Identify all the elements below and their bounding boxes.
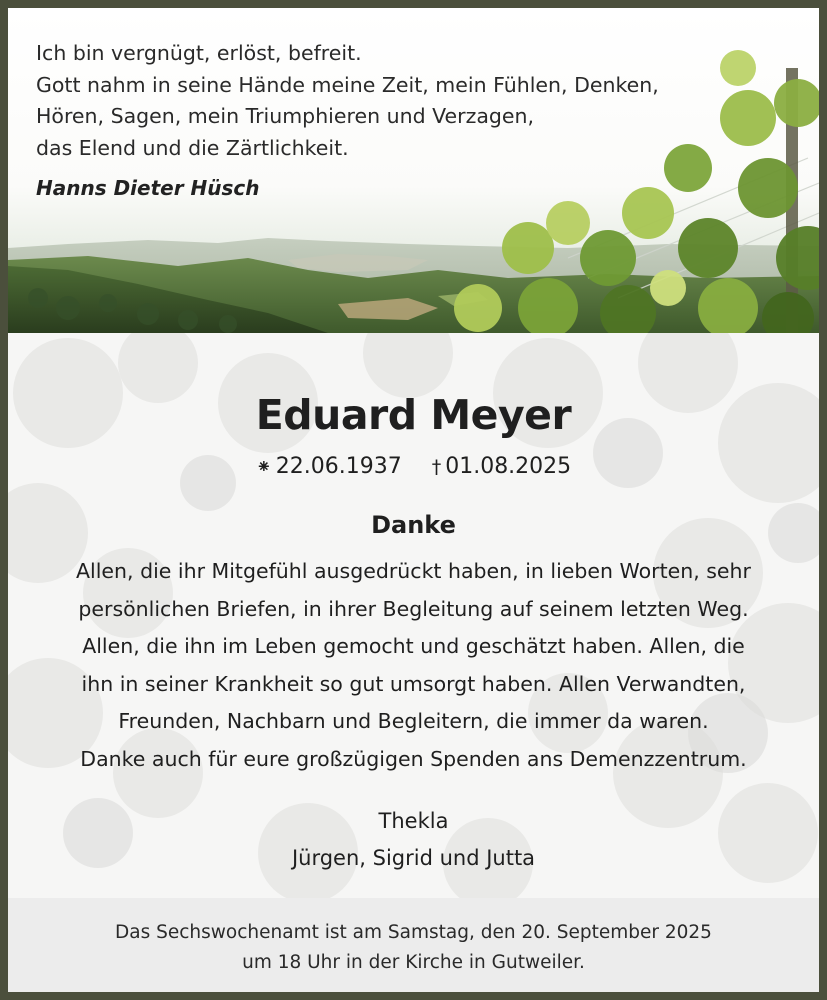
life-dates	[8, 454, 819, 479]
notice-line: Das Sechswochenamt ist am Samstag, den 20. September 2025	[115, 922, 712, 943]
thanks-line: Allen, die ihr Mitgefühl ausgedrückt haben, in lieben Worten, sehr	[76, 559, 751, 583]
quote-line: Gott nahm in seine Hände meine Zeit, mein Fühlen, Denken,	[36, 72, 659, 97]
thanks-text	[8, 553, 819, 778]
quote-line: Ich bin vergnügt, erlöst, befreit.	[36, 41, 362, 65]
thanks-line: persönlichen Briefen, in ihrer Begleitung auf seinem letzten Weg.	[78, 596, 749, 621]
death-date: 01.08.2025	[445, 454, 572, 479]
notice-line: um 18 Uhr in der Kirche in Gutweiler.	[242, 952, 585, 973]
signature-line: Thekla	[378, 809, 449, 833]
service-notice	[8, 898, 819, 1000]
quote-line: Hören, Sagen, mein Triumphieren und Verzagen,	[36, 104, 535, 128]
death-cross-icon: †	[431, 456, 442, 478]
deceased-name: Eduard Meyer	[255, 391, 572, 439]
thanks-line: ihn in seiner Krankheit so gut umsorgt haben. Allen Verwandten,	[81, 671, 746, 696]
birth-date: 22.06.1937	[275, 454, 402, 479]
signature-line: Jürgen, Sigrid und Jutta	[291, 846, 536, 870]
quote-line: das Elend und die Zärtlichkeit.	[36, 135, 349, 160]
thanks-line: Allen, die ihn im Leben gemocht und geschätzt haben. Allen, die	[82, 634, 745, 658]
thanks-heading: Danke	[371, 511, 456, 539]
poem-quote	[36, 38, 736, 164]
quote-author: Hanns Dieter Hüsch	[36, 176, 260, 200]
landscape-vineyard-image	[8, 8, 819, 333]
thanks-line: Freunden, Nachbarn und Begleitern, die immer da waren.	[118, 709, 709, 733]
obituary-body	[8, 333, 819, 898]
birth-star-icon: ⁕	[255, 456, 272, 478]
thanks-line: Danke auch für eure großzügigen Spenden ans Demenzzentrum.	[80, 746, 747, 771]
